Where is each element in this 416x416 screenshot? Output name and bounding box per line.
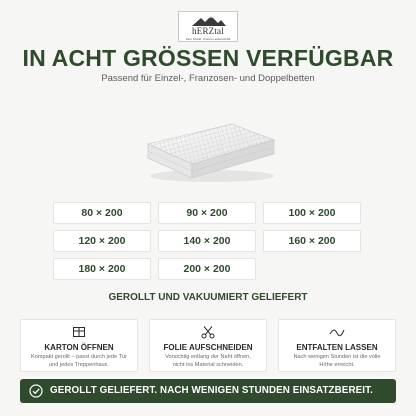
step-description: Nach wenigen Stunden ist die volle Höhe erreicht. <box>293 354 381 368</box>
brand-name: hERZtal <box>192 26 224 36</box>
step-description: Kompakt gerollt – passt durch jede Tür und jedes Treppenhaus. <box>31 354 127 368</box>
size-option-200x200[interactable]: 200 × 200 <box>158 258 256 280</box>
size-option-80x200[interactable]: 80 × 200 <box>53 202 151 224</box>
size-option-160x200[interactable]: 160 × 200 <box>263 230 361 252</box>
mountain-icon <box>192 15 226 26</box>
step-card-cut-foil <box>149 319 267 372</box>
ready-banner <box>20 379 396 403</box>
banner-text: GEROLLT GELIEFERT. NACH WENIGEN STUNDEN EINSATZBEREIT. <box>50 385 373 396</box>
wave-icon <box>279 325 395 339</box>
step-description: Vorsichtig entlang der Naht öffnen, nicht ins Material schneiden. <box>165 354 251 368</box>
brand-tagline: Dein Schlaf. Unsere Leidenschaft <box>185 37 231 41</box>
step-title: KARTON ÖFFNEN <box>44 343 114 352</box>
step-title: ENTFALTEN LASSEN <box>296 343 378 352</box>
step-title: FOLIE AUFSCHNEIDEN <box>163 343 253 352</box>
scissors-icon <box>150 325 266 339</box>
step-card-unfold <box>278 319 396 372</box>
delivery-heading: GEROLLT UND VAKUUMIERT GELIEFERT <box>108 292 308 303</box>
box-icon <box>21 325 137 339</box>
size-option-90x200[interactable]: 90 × 200 <box>158 202 256 224</box>
page-title: IN ACHT GRÖSSEN VERFÜGBAR <box>22 45 394 71</box>
brand-logo <box>178 11 238 42</box>
mattress-image <box>140 118 280 189</box>
size-option-180x200[interactable]: 180 × 200 <box>53 258 151 280</box>
step-card-open-box <box>20 319 138 372</box>
page-subtitle: Passend für Einzel-, Franzosen- und Doppelbetten <box>101 73 315 84</box>
size-option-120x200[interactable]: 120 × 200 <box>53 230 151 252</box>
size-option-100x200[interactable]: 100 × 200 <box>263 202 361 224</box>
check-circle-icon <box>29 384 43 398</box>
size-option-140x200[interactable]: 140 × 200 <box>158 230 256 252</box>
